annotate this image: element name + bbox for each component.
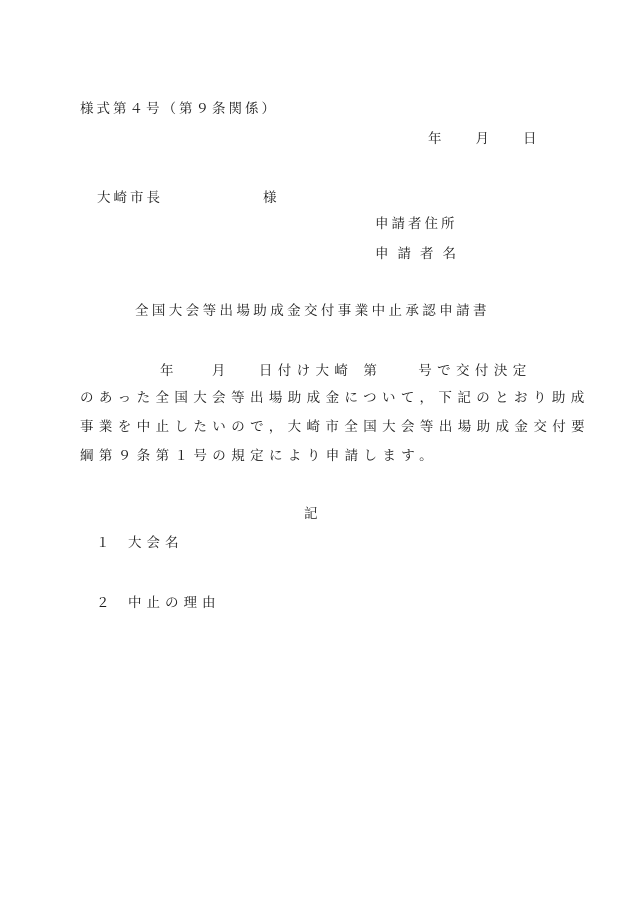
body-dai: 第 xyxy=(363,363,383,379)
date-day: 日 xyxy=(523,131,537,147)
date-month: 月 xyxy=(475,131,489,147)
body-line-1 xyxy=(160,362,532,380)
body-date-suffix: 日付け大崎 xyxy=(258,363,354,379)
item-number: ２ xyxy=(96,595,115,611)
applicant-name-label: 申請者名 xyxy=(375,246,465,262)
date-line xyxy=(428,130,537,148)
form-number: 様式第４号（第９条関係） xyxy=(80,101,278,117)
ki-heading: 記 xyxy=(304,506,318,522)
item-label: 中止の理由 xyxy=(128,595,221,611)
document-title: 全国大会等出場助成金交付事業中止承認申請書 xyxy=(135,303,490,319)
body-year: 年 xyxy=(160,363,179,379)
date-year: 年 xyxy=(428,131,442,147)
body-month: 月 xyxy=(211,363,231,379)
list-item xyxy=(96,594,221,612)
body-rest: 号で交付決定 xyxy=(418,363,532,379)
body-line-4: 綱第９条第１号の規定により申請します。 xyxy=(80,448,439,464)
addressee xyxy=(97,189,280,207)
item-label: 大会名 xyxy=(128,535,184,551)
addressee-name: 大崎市長 xyxy=(97,190,163,206)
applicant-address-label: 申請者住所 xyxy=(375,216,458,232)
addressee-honorific: 様 xyxy=(263,190,280,206)
body-line-2: のあった全国大会等出場助成金について，下記のとおり助成 xyxy=(80,390,590,406)
body-line-3: 事業を中止したいので，大崎市全国大会等出場助成金交付要 xyxy=(80,419,591,435)
list-item xyxy=(96,534,184,552)
item-number: １ xyxy=(96,535,115,551)
